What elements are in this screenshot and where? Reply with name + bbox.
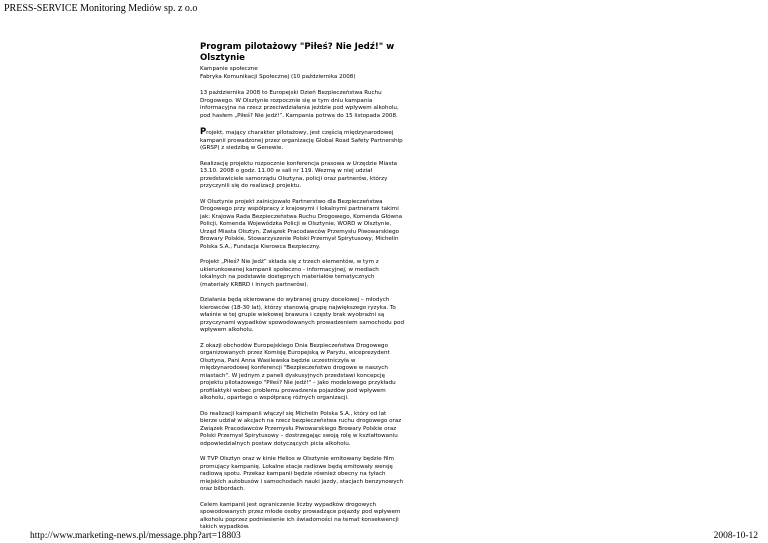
lead-paragraph bbox=[200, 90, 405, 120]
body-paragraph: Działania będą skierowane do wybranej grupy docelowej – młodych kierowców (18-30 lat), którzy stanowią grupę największego ryzyka. To właśnie w tej grupie wiekowej brawura i częsty brak wyobraźni są przyczynami wypadków spowodowanych prowadzeniem samochodu pod wpływem alkoholu. bbox=[200, 297, 405, 333]
article-title: Program pilotażowy "Piłeś? Nie Jedź!" w Olsztynie bbox=[200, 42, 395, 63]
article-meta bbox=[200, 66, 405, 81]
body-paragraph: W TVP Olsztyn oraz w kinie Helios w Olsztynie emitowany będzie film promujący kampanię. Lokalne stacje radiowe będą emitowały wersję radiową spotu. Przekaz kampanii będzie również obecny na tyłach miejskich autobusów i samochodach nauki jazdy, stacjach benzynowych oraz bilbordach. bbox=[200, 456, 404, 492]
print-header: PRESS-SERVICE Monitoring Mediów sp. z o.o bbox=[4, 3, 198, 14]
article bbox=[200, 42, 405, 540]
body-paragraph: Z okazji obchodów Europejskiego Dnia Bezpieczeństwa Drogowego organizowanych przez Komisję Europejską w Paryżu, wiceprezydent Olsztyna, Pani Anna Wasilewska będzie uczestniczyła w międzynarodowej konferencji "Bezpieczeństwo drogowe w naszych miastach". W jednym z paneli dyskusyjnych przedstawi koncepcję projektu pilotażowego "Piłeś? Nie jedź!" – jako modelowego przykładu profilaktyki wobec problemu prowadzenia pojazdów pod wpływem alkoholu, opartego o współpracę różnych organizacji. bbox=[200, 342, 396, 401]
category-label: Kampanie społeczne bbox=[200, 66, 258, 72]
intro-paragraph bbox=[200, 128, 405, 153]
body-paragraph: W Olsztynie projekt zainicjowało Partnerstwo dla Bezpieczeństwa Drogowego przy współpracy z krajowymi i lokalnymi partnerami takimi jak: Krajowa Rada Bezpieczeństwa Ruchu Drogowego, Komenda Główna Policji, Komenda Wojewódzka Policji w Olsztynie, WORD w Olsztynie, Urząd Miasta Olsztyn, Związek Pracodawców Przemysłu Piwowarskiego Browary Polskie, Stowarzyszenie Polski Przemysł Spirytusowy, Michelin Polska S.A., Fundacja Kierowca Bezpieczny. bbox=[200, 198, 403, 250]
intro-initial: P bbox=[200, 126, 207, 136]
lead-initial: 1 bbox=[200, 90, 204, 96]
footer-url: http://www.marketing-news.pl/message.php?art=18803 bbox=[30, 531, 241, 541]
article-byline[interactable]: Fabryka Komunikacji Społecznej (10 października 2008) bbox=[200, 73, 356, 80]
intro-text: rojekt, mający charakter pilotażowy, jest częścią międzynarodowej kampanii prowadzonej przez organizację Global Road Safety Partnership (GRSP) z siedzibą w Genewie. bbox=[200, 130, 403, 151]
lead-text: 3 października 2008 to Europejski Dzień Bezpieczeństwa Ruchu Drogowego. W Olsztynie rozpocznie się w tym dniu kampania informacyjna na rzecz przeciwdziałania jeździe pod wpływem alkoholu, pod hasłem „Piłeś? Nie jedź!”. Kampania potrwa do 15 listopada 2008. bbox=[200, 90, 399, 119]
body-paragraph: Celem kampanii jest ograniczenie liczby wypadków drogowych spowodowanych przez młode osoby prowadzące pojazdy pod wpływem alkoholu poprzez podniesienie ich świadomości na temat konsekwencji takich wypadków. bbox=[200, 501, 401, 530]
body-paragraph: Realizację projektu rozpocznie konferencja prasowa w Urzędzie Miasta 13.10. 2008 o godz. 11.00 w sali nr 119. Wezmą w niej udział przedstawiciele samorządu Olsztyna, policji oraz partnerów, którzy przyczynili się do realizacji projektu. bbox=[200, 160, 398, 189]
footer-date: 2008-10-12 bbox=[713, 531, 758, 541]
body-paragraph: Projekt „Piłeś? Nie Jedź” składa się z trzech elementów, w tym z ukierunkowanej kampanii społeczno - informacyjnej, w mediach lokalnych na podstawie dostępnych materiałów tematycznych (materiały KRBRD i innych partnerów). bbox=[200, 259, 379, 288]
body-paragraph: Do realizacji kampanii włączył się Michelin Polska S.A., który od lat bierze udział w akcjach na rzecz bezpieczeństwa ruchu drogowego oraz Związek Pracodawców Przemysłu Piwowarskiego Browary Polskie oraz Polski Przemysł Spirytusowy – dostrzegając swoją rolę w kształtowaniu odpowiedzialnych postaw dotyczących picia alkoholu. bbox=[200, 410, 402, 447]
